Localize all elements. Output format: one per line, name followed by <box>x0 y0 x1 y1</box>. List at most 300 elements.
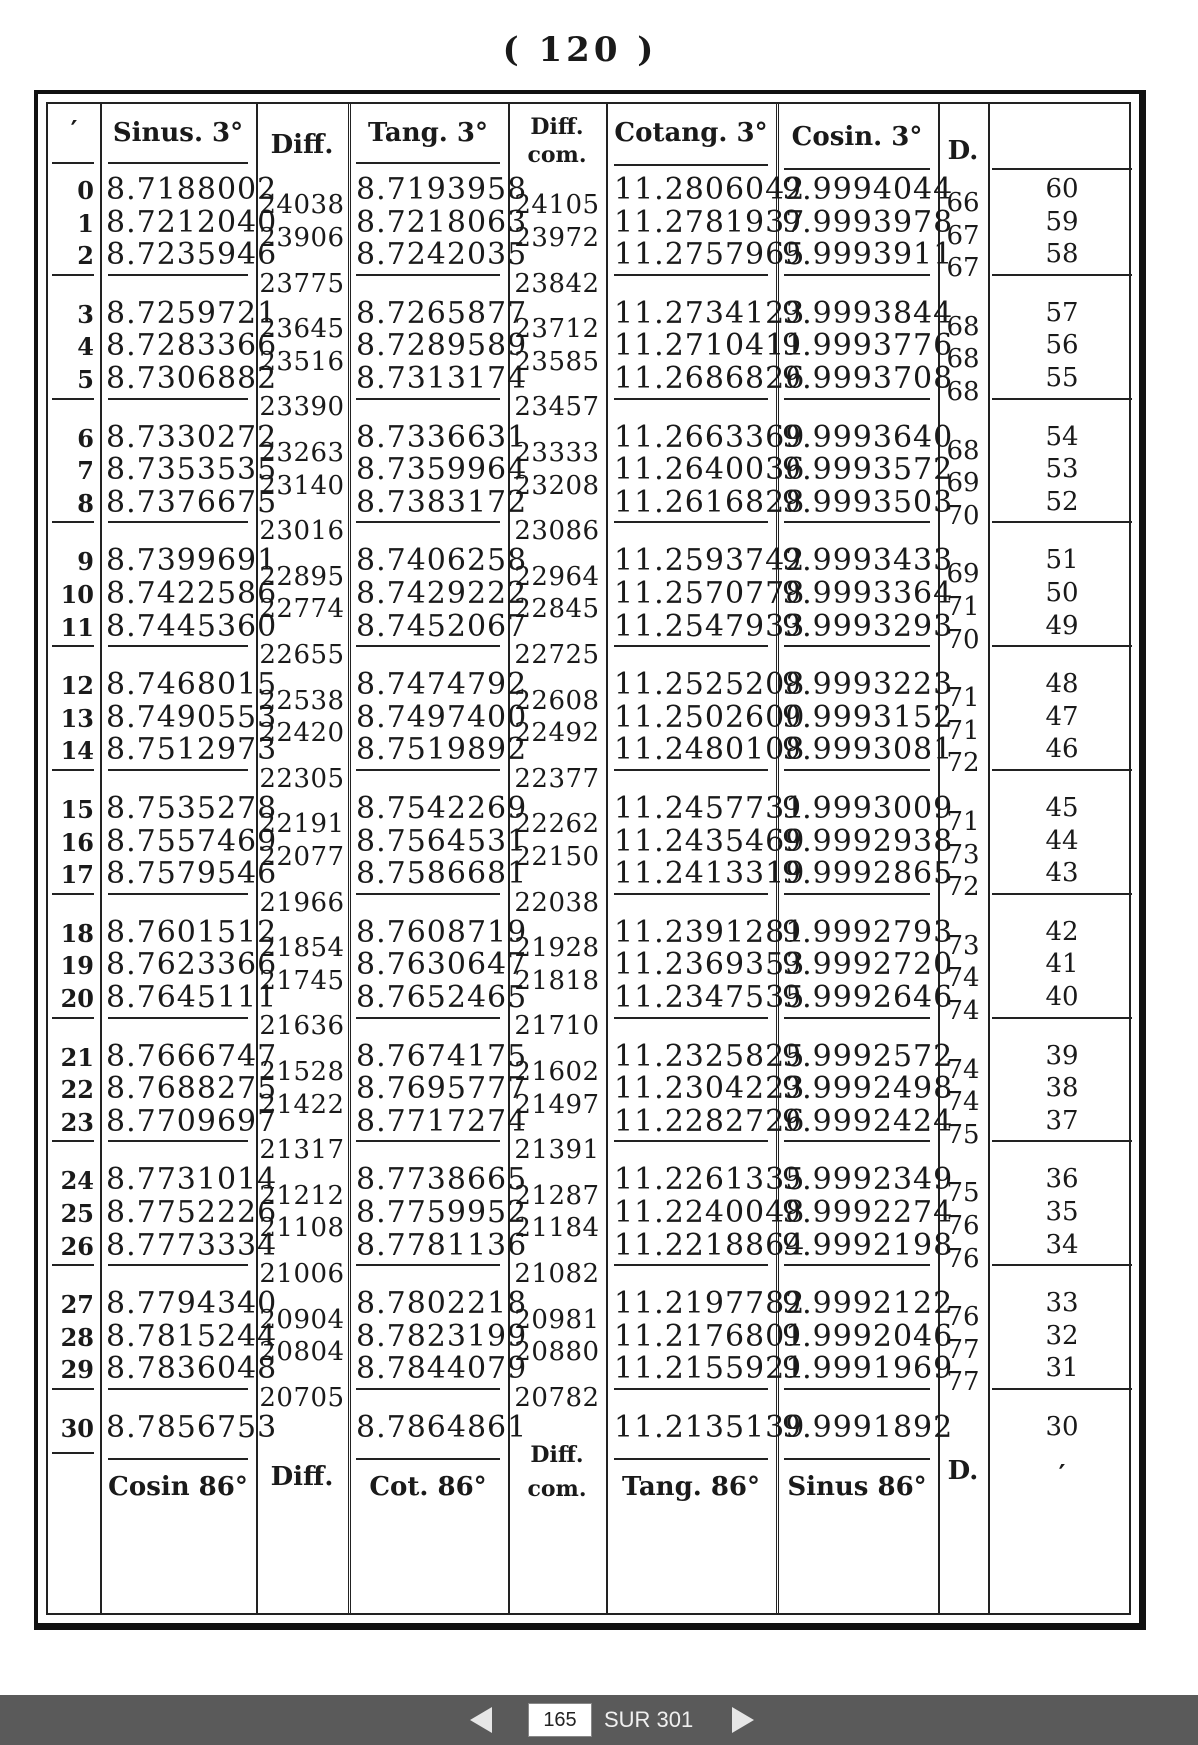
cotang-value: 11.2435469 <box>614 823 806 859</box>
group-rule <box>356 162 500 164</box>
tang-value: 8.7313174 <box>356 361 528 396</box>
row-minute: 2 <box>77 241 94 271</box>
group-rule <box>784 1458 930 1460</box>
tang-value: 8.7289589 <box>356 328 528 364</box>
cosin-value: 9.9992349 <box>782 1162 954 1198</box>
d-value: 70 <box>946 624 980 655</box>
diff-sinus-value: 22895 <box>259 561 345 592</box>
row-minute: 23 <box>60 1107 94 1137</box>
group-rule <box>52 1452 94 1454</box>
page-number: ( 120 ) <box>502 30 658 70</box>
tang-value: 8.7586681 <box>356 856 528 892</box>
footer-cosin: Cosin 86° <box>108 1472 248 1502</box>
cosin-value: 9.9992198 <box>782 1227 954 1263</box>
tang-value: 8.7802218 <box>356 1286 528 1322</box>
d-value: 67 <box>946 253 980 284</box>
tang-value: 8.7630647 <box>356 947 528 983</box>
group-rule <box>356 1140 500 1142</box>
group-rule <box>784 398 930 400</box>
row-minute-complement: 45 <box>1045 793 1079 823</box>
column-divider <box>606 104 608 1613</box>
diff-sinus-value: 21006 <box>259 1258 345 1289</box>
diff-com-value: 23585 <box>514 346 600 377</box>
diff-com-value: 22964 <box>514 561 600 592</box>
header-diff: Diff. <box>270 130 334 160</box>
diff-com-value: 23842 <box>514 268 600 299</box>
row-minute: 27 <box>60 1290 94 1320</box>
diff-com-value: 21497 <box>514 1089 600 1120</box>
diff-com-value: 21818 <box>514 965 600 996</box>
header-diff-com: Diff. <box>530 114 584 140</box>
sinus-value: 8.7376675 <box>106 484 278 520</box>
diff-sinus-value: 20904 <box>259 1304 345 1335</box>
tang-value: 8.7218063 <box>356 204 528 240</box>
sinus-value: 8.7535278 <box>106 791 278 826</box>
d-value: 71 <box>946 807 980 837</box>
diff-sinus-value: 23906 <box>259 222 345 253</box>
row-minute: 25 <box>60 1199 94 1228</box>
footer-tang: Tang. 86° <box>621 1472 761 1502</box>
sinus-value: 8.7557469 <box>106 823 278 859</box>
group-rule <box>992 1140 1132 1142</box>
d-value: 74 <box>946 1087 980 1118</box>
sinus-value: 8.7422586 <box>106 576 278 611</box>
group-rule <box>614 274 768 276</box>
row-minute: 16 <box>60 827 94 857</box>
sinus-value: 8.7794340 <box>106 1286 278 1322</box>
table-frame <box>34 90 1146 1630</box>
sinus-value: 8.7688275 <box>106 1071 278 1107</box>
group-rule <box>356 1458 500 1460</box>
page-number-input[interactable] <box>528 1703 592 1737</box>
group-rule <box>108 645 248 647</box>
d-value: 76 <box>946 1302 980 1333</box>
cotang-value: 11.2197782 <box>614 1286 806 1322</box>
next-page-icon[interactable] <box>732 1707 754 1733</box>
diff-com-value: 22492 <box>514 718 600 749</box>
diff-sinus-value: 21854 <box>259 933 345 964</box>
group-rule <box>108 398 248 400</box>
cosin-value: 9.9993844 <box>782 295 954 331</box>
diff-com-value: 23457 <box>514 392 600 423</box>
sinus-value: 8.7836048 <box>106 1351 278 1387</box>
row-minute-complement: 58 <box>1045 239 1079 270</box>
row-minute-complement: 54 <box>1045 421 1079 452</box>
cotang-value: 11.2734123 <box>614 295 806 331</box>
group-rule <box>992 521 1132 523</box>
tang-value: 8.7542269 <box>356 791 528 826</box>
cosin-value: 9.9992938 <box>782 823 954 859</box>
cotang-value: 11.2325825 <box>614 1038 806 1074</box>
sinus-value: 8.7856753 <box>106 1410 278 1445</box>
row-minute: 4 <box>77 332 94 362</box>
diff-com-value: 22608 <box>514 685 600 716</box>
tang-value: 8.7564531 <box>356 823 528 859</box>
row-minute-complement: 42 <box>1045 916 1079 947</box>
row-minute-complement: 48 <box>1045 669 1079 700</box>
cosin-value: 9.9993223 <box>782 667 954 703</box>
cotang-value: 11.2240048 <box>614 1195 806 1230</box>
group-rule <box>356 1264 500 1266</box>
group-rule <box>614 1458 768 1460</box>
group-rule <box>108 1264 248 1266</box>
cotang-value: 11.2616828 <box>614 484 806 520</box>
group-rule <box>992 1388 1132 1390</box>
column-divider <box>100 104 102 1613</box>
sinus-value: 8.7468015 <box>106 667 278 703</box>
log-table <box>46 102 1131 1615</box>
row-minute-complement: 51 <box>1045 545 1079 576</box>
group-rule <box>614 164 768 166</box>
group-rule <box>614 1017 768 1019</box>
d-value: 77 <box>946 1334 980 1365</box>
group-rule <box>52 1388 94 1390</box>
cosin-value: 9.9992424 <box>782 1103 954 1139</box>
tang-value: 8.7823199 <box>356 1318 528 1354</box>
diff-sinus-value: 21212 <box>259 1180 345 1211</box>
row-minute: 19 <box>60 951 94 981</box>
cosin-value: 9.9993911 <box>782 237 954 273</box>
sinus-value: 8.7490553 <box>106 699 278 735</box>
group-rule <box>784 1017 930 1019</box>
cosin-value: 9.9993152 <box>782 699 954 735</box>
header-cotang: Cotang. 3° <box>614 118 768 148</box>
diff-sinus-value: 21636 <box>259 1011 345 1042</box>
cosin-value: 9.9993708 <box>782 361 954 396</box>
group-rule <box>52 1140 94 1142</box>
row-minute: 12 <box>60 671 94 701</box>
group-rule <box>784 1388 930 1390</box>
diff-com-value: 21287 <box>514 1180 600 1211</box>
d-value: 75 <box>946 1119 980 1150</box>
cosin-value: 9.9992498 <box>782 1071 954 1107</box>
group-rule <box>992 398 1132 400</box>
group-rule <box>356 274 500 276</box>
sinus-value: 8.7259721 <box>106 295 278 331</box>
diff-com-value: 20981 <box>514 1304 600 1335</box>
row-minute: 17 <box>60 860 94 890</box>
row-minute-complement: 35 <box>1045 1197 1079 1227</box>
row-minute: 11 <box>60 612 94 642</box>
diff-sinus-value: 22538 <box>259 685 345 716</box>
sinus-value: 8.7773334 <box>106 1227 278 1263</box>
diff-sinus-value: 23390 <box>259 392 345 423</box>
tang-value: 8.7242035 <box>356 237 528 273</box>
row-minute: 5 <box>77 365 94 394</box>
d-value: 66 <box>946 188 980 218</box>
group-rule <box>52 1264 94 1266</box>
group-rule <box>992 1264 1132 1266</box>
d-value: 75 <box>946 1178 980 1209</box>
row-minute-complement: 37 <box>1045 1105 1079 1136</box>
sinus-value: 8.7399691 <box>106 543 278 579</box>
header-d: D. <box>947 136 979 166</box>
tang-value: 8.7336631 <box>356 419 528 455</box>
row-minute: 14 <box>60 736 94 766</box>
group-rule <box>108 274 248 276</box>
sinus-value: 8.7579546 <box>106 856 278 892</box>
group-rule <box>614 769 768 771</box>
row-minute-complement: 44 <box>1045 825 1079 856</box>
group-rule <box>52 521 94 523</box>
diff-sinus-value: 22077 <box>259 841 345 872</box>
d-value: 69 <box>946 468 980 499</box>
tang-value: 8.7429222 <box>356 576 528 611</box>
diff-com-value: 21082 <box>514 1258 600 1289</box>
row-minute: 6 <box>77 423 94 453</box>
row-minute: 1 <box>77 208 94 238</box>
row-minute: 8 <box>77 488 94 518</box>
group-rule <box>108 769 248 771</box>
row-minute-complement: 52 <box>1045 486 1079 517</box>
diff-com-value: 23086 <box>514 516 600 547</box>
diff-sinus-value: 24038 <box>259 190 345 221</box>
cotang-value: 11.2176801 <box>614 1318 806 1354</box>
cosin-value: 9.9993776 <box>782 328 954 364</box>
diff-com-value: 22377 <box>514 763 600 794</box>
row-minute-complement: 50 <box>1045 578 1079 608</box>
row-minute-complement: 57 <box>1045 297 1079 328</box>
row-minute: 15 <box>60 795 94 824</box>
group-rule <box>992 645 1132 647</box>
diff-sinus-value: 21317 <box>259 1135 345 1166</box>
cotang-value: 11.2304223 <box>614 1071 806 1107</box>
cotang-value: 11.2457731 <box>614 791 806 826</box>
diff-sinus-value: 23140 <box>259 470 345 501</box>
cotang-value: 11.2757965 <box>614 237 806 273</box>
row-minute-complement: 40 <box>1045 982 1079 1012</box>
sinus-value: 8.7815244 <box>106 1318 278 1354</box>
group-rule <box>614 1264 768 1266</box>
cotang-value: 11.2781937 <box>614 204 806 240</box>
diff-com-value: 22262 <box>514 809 600 840</box>
cosin-value: 9.9993293 <box>782 608 954 644</box>
cosin-value: 9.9992646 <box>782 980 954 1015</box>
footer-sinus: Sinus 86° <box>787 1472 927 1502</box>
cotang-value: 11.2593742 <box>614 543 806 579</box>
row-minute-complement: 56 <box>1045 330 1079 361</box>
row-minute: 24 <box>60 1166 94 1196</box>
group-rule <box>614 521 768 523</box>
diff-com-value: 22725 <box>514 639 600 670</box>
cotang-value: 11.2282726 <box>614 1103 806 1139</box>
diff-sinus-value: 22420 <box>259 718 345 749</box>
cosin-value: 9.9992046 <box>782 1318 954 1354</box>
row-minute-complement: 53 <box>1045 454 1079 485</box>
d-value: 73 <box>946 930 980 961</box>
group-rule <box>614 398 768 400</box>
tang-value: 8.7359964 <box>356 452 528 488</box>
header-minute: ′ <box>70 116 78 146</box>
group-rule <box>52 398 94 400</box>
cosin-value: 9.9992865 <box>782 856 954 892</box>
group-rule <box>784 769 930 771</box>
tang-value: 8.7383172 <box>356 484 528 520</box>
group-rule <box>992 274 1132 276</box>
cotang-value: 11.2663369 <box>614 419 806 455</box>
cotang-value: 11.2261335 <box>614 1162 806 1198</box>
cosin-value: 9.9993503 <box>782 484 954 520</box>
tang-value: 8.7717274 <box>356 1103 528 1139</box>
cotang-value: 11.2502600 <box>614 699 806 735</box>
diff-com-value: 24105 <box>514 190 600 221</box>
tang-value: 8.7406258 <box>356 543 528 579</box>
diff-com-value: 21184 <box>514 1213 600 1244</box>
sinus-value: 8.7752226 <box>106 1195 278 1230</box>
group-rule <box>108 162 248 164</box>
d-value: 71 <box>946 592 980 622</box>
diff-com-value: 23333 <box>514 437 600 468</box>
row-minute-complement: 43 <box>1045 858 1079 889</box>
d-value: 70 <box>946 500 980 531</box>
diff-sinus-value: 21108 <box>259 1213 345 1244</box>
cotang-value: 11.2547933 <box>614 608 806 644</box>
group-rule <box>108 893 248 895</box>
row-minute: 13 <box>60 703 94 733</box>
group-rule <box>356 769 500 771</box>
d-value: 71 <box>946 715 980 746</box>
group-rule <box>108 1458 248 1460</box>
diff-com-value: 22150 <box>514 841 600 872</box>
sinus-value: 8.7601512 <box>106 914 278 950</box>
d-value: 68 <box>946 311 980 342</box>
diff-sinus-value: 22305 <box>259 763 345 794</box>
row-minute-complement: 59 <box>1045 206 1079 237</box>
row-minute-complement: 36 <box>1045 1164 1079 1195</box>
group-rule <box>356 398 500 400</box>
cosin-value: 9.9994044 <box>782 172 954 207</box>
row-minute: 20 <box>60 984 94 1013</box>
group-rule <box>614 893 768 895</box>
cotang-value: 11.2369353 <box>614 947 806 983</box>
diff-com-value: 23972 <box>514 222 600 253</box>
row-minute-complement: 60 <box>1045 174 1079 204</box>
group-rule <box>614 645 768 647</box>
footer-minute: ′ <box>1058 1460 1066 1490</box>
group-rule <box>356 645 500 647</box>
tang-value: 8.7864861 <box>356 1410 528 1445</box>
group-rule <box>784 168 930 170</box>
header-tang: Tang. 3° <box>368 118 488 148</box>
diff-sinus-value: 20705 <box>259 1382 345 1413</box>
row-minute-complement: 47 <box>1045 701 1079 732</box>
diff-sinus-value: 21745 <box>259 965 345 996</box>
row-minute: 26 <box>60 1231 94 1261</box>
group-rule <box>784 521 930 523</box>
group-rule <box>784 1140 930 1142</box>
cotang-value: 11.2640036 <box>614 452 806 488</box>
diff-com-value: 23208 <box>514 470 600 501</box>
group-rule <box>108 1017 248 1019</box>
diff-sinus-value: 22655 <box>259 639 345 670</box>
sinus-value: 8.7188002 <box>106 172 278 207</box>
row-minute: 21 <box>60 1042 94 1072</box>
diff-com-value: 21391 <box>514 1135 600 1166</box>
column-divider <box>348 104 354 1613</box>
cosin-value: 9.9992720 <box>782 947 954 983</box>
tang-value: 8.7519892 <box>356 732 528 768</box>
sinus-value: 8.7645111 <box>106 980 278 1015</box>
diff-sinus-value: 21966 <box>259 887 345 918</box>
group-rule <box>108 1140 248 1142</box>
sinus-value: 8.7666747 <box>106 1038 278 1074</box>
cotang-value: 11.2480108 <box>614 732 806 768</box>
group-rule <box>992 893 1132 895</box>
row-minute: 0 <box>77 176 94 205</box>
viewer-navigation-bar <box>0 1695 1198 1745</box>
cosin-value: 9.9993009 <box>782 791 954 826</box>
row-minute-complement: 46 <box>1045 734 1079 765</box>
cosin-value: 9.9993081 <box>782 732 954 768</box>
diff-com-value: 21602 <box>514 1056 600 1087</box>
row-minute-complement: 55 <box>1045 363 1079 393</box>
d-value: 76 <box>946 1243 980 1274</box>
diff-com-value: 20880 <box>514 1337 600 1368</box>
diff-sinus-value: 22774 <box>259 594 345 625</box>
sinus-value: 8.7623366 <box>106 947 278 983</box>
group-rule <box>356 1388 500 1390</box>
tang-value: 8.7674175 <box>356 1038 528 1074</box>
diff-sinus-value: 23016 <box>259 516 345 547</box>
cosin-value: 9.9993364 <box>782 576 954 611</box>
cotang-value: 11.2525208 <box>614 667 806 703</box>
group-rule <box>356 1017 500 1019</box>
diff-sinus-value: 23645 <box>259 314 345 345</box>
sinus-value: 8.7512973 <box>106 732 278 768</box>
row-minute: 10 <box>60 580 94 609</box>
cotang-value: 11.2347535 <box>614 980 806 1015</box>
cosin-value: 9.9991969 <box>782 1351 954 1387</box>
diff-sinus-value: 22191 <box>259 809 345 840</box>
d-value: 72 <box>946 748 980 779</box>
cotang-value: 11.2686826 <box>614 361 806 396</box>
row-minute: 28 <box>60 1322 94 1352</box>
row-minute-complement: 39 <box>1045 1040 1079 1071</box>
d-value: 73 <box>946 839 980 870</box>
d-value: 72 <box>946 872 980 903</box>
row-minute-complement: 41 <box>1045 949 1079 980</box>
cotang-value: 11.2391281 <box>614 914 806 950</box>
group-rule <box>614 1140 768 1142</box>
row-minute-complement: 34 <box>1045 1229 1079 1260</box>
d-value: 76 <box>946 1211 980 1241</box>
group-rule <box>52 769 94 771</box>
d-value: 74 <box>946 1054 980 1085</box>
cotang-value: 11.2710411 <box>614 328 806 364</box>
row-minute-complement: 30 <box>1045 1412 1079 1442</box>
tang-value: 8.7193958 <box>356 172 528 207</box>
row-minute-complement: 38 <box>1045 1073 1079 1104</box>
group-rule <box>52 274 94 276</box>
tang-value: 8.7608719 <box>356 914 528 950</box>
group-rule <box>784 1264 930 1266</box>
group-rule <box>992 168 1132 170</box>
sinus-value: 8.7445360 <box>106 608 278 644</box>
sinus-value: 8.7306882 <box>106 361 278 396</box>
diff-com-value: 21928 <box>514 933 600 964</box>
footer-diff-com-sub: com. <box>527 1476 587 1502</box>
cosin-value: 9.9992793 <box>782 914 954 950</box>
footer-diff: Diff. <box>270 1462 334 1492</box>
d-value: 67 <box>946 220 980 251</box>
header-sinus: Sinus. 3° <box>112 118 244 148</box>
diff-com-value: 22845 <box>514 594 600 625</box>
group-rule <box>356 521 500 523</box>
group-rule <box>784 645 930 647</box>
group-rule <box>784 893 930 895</box>
previous-page-icon[interactable] <box>470 1707 492 1733</box>
cosin-value: 9.9991892 <box>782 1410 954 1445</box>
